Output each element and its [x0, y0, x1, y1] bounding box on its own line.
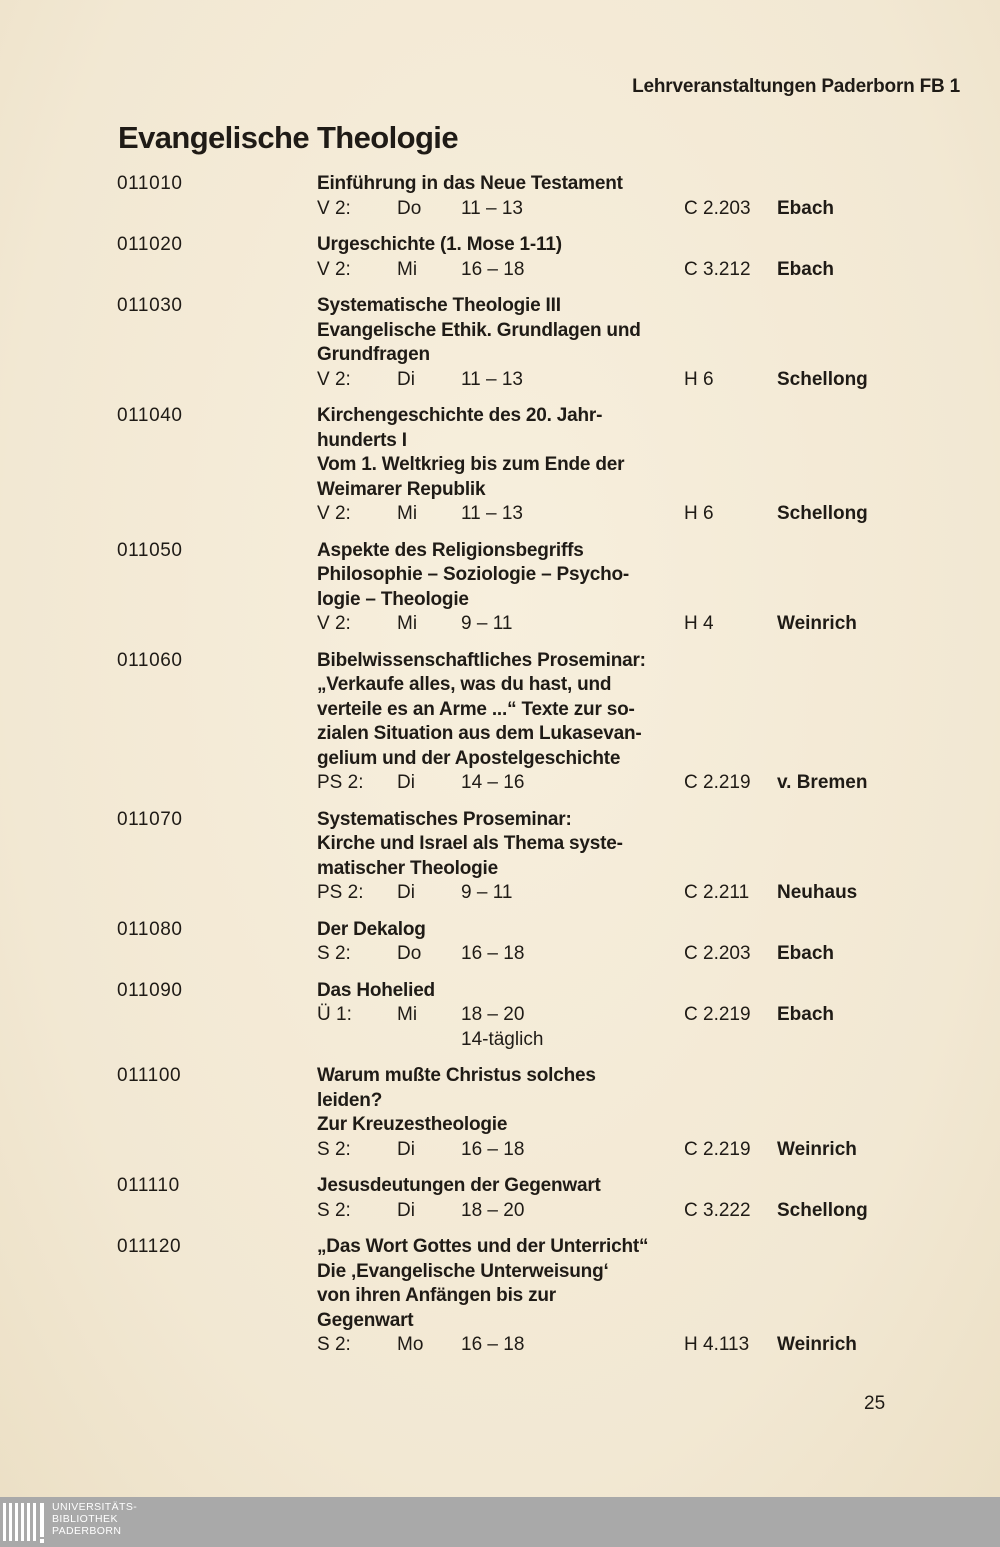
- course-lecturer: Neuhaus: [777, 882, 858, 903]
- course-day: Mi: [397, 503, 418, 524]
- course-schedule: [317, 1138, 917, 1163]
- course-entry: [0, 172, 1000, 221]
- course-title-line: Der Dekalog: [317, 918, 426, 940]
- course-day: Mi: [397, 1004, 418, 1025]
- course-number: 011030: [117, 295, 183, 316]
- course-day: Mi: [397, 258, 418, 280]
- course-details: [317, 1174, 917, 1223]
- course-type: V 2:: [317, 613, 351, 634]
- course-title-line: „Verkaufe alles, was du hast, und: [317, 674, 612, 695]
- course-entry: [0, 233, 1000, 282]
- course-time: 14 – 16: [461, 772, 525, 793]
- course-type: PS 2:: [317, 882, 364, 903]
- course-title-line: leiden?: [317, 1089, 383, 1111]
- course-number: 011120: [117, 1236, 182, 1257]
- course-time: 16 – 18: [461, 1334, 525, 1355]
- course-entry: [0, 808, 1000, 906]
- course-time: 16 – 18: [461, 943, 525, 964]
- course-schedule: [317, 1003, 917, 1028]
- course-title-line: gelium und der Apostelgeschichte: [317, 747, 621, 769]
- course-details: [317, 979, 917, 1053]
- course-title-line: Bibelwissenschaftliches Proseminar:: [317, 649, 646, 671]
- course-schedule: [317, 197, 917, 222]
- course-type: V 2:: [317, 258, 351, 280]
- course-title-line: Vom 1. Weltkrieg bis zum Ende der: [317, 454, 625, 475]
- library-name-line: UNIVERSITÄTS-: [52, 1501, 138, 1513]
- course-details: [317, 294, 917, 392]
- course-type: S 2:: [317, 1199, 351, 1221]
- course-room: C 2.203: [684, 943, 751, 964]
- course-lecturer: Schellong: [777, 368, 868, 390]
- course-entry: [0, 1235, 1000, 1358]
- course-number: 011060: [117, 649, 183, 671]
- course-entry: [0, 404, 1000, 527]
- course-entry: [0, 918, 1000, 967]
- course-title-line: hunderts I: [317, 429, 407, 451]
- course-type: S 2:: [317, 943, 351, 964]
- course-schedule: [317, 771, 917, 796]
- course-title-line: Die ‚Evangelische Unterweisung‘: [317, 1260, 609, 1282]
- course-title-line: Kirchengeschichte des 20. Jahr-: [317, 405, 603, 426]
- course-type: PS 2:: [317, 772, 364, 793]
- course-details: [317, 649, 917, 796]
- course-day: Di: [397, 1199, 415, 1221]
- section-title: Evangelische Theologie: [118, 120, 458, 155]
- course-schedule: [317, 1333, 917, 1358]
- course-time: 11 – 13: [461, 503, 523, 524]
- course-lecturer: Schellong: [777, 503, 868, 524]
- course-schedule: [317, 368, 917, 393]
- course-room: C 3.212: [684, 258, 751, 280]
- course-lecturer: Weinrich: [777, 1138, 857, 1160]
- course-number: 011070: [117, 808, 183, 830]
- course-title-line: zialen Situation aus dem Lukasevan-: [317, 723, 642, 744]
- course-title-line: Evangelische Ethik. Grundlagen und: [317, 319, 641, 341]
- page-number: 25: [864, 1393, 886, 1414]
- course-details: [317, 808, 917, 906]
- course-title-line: Grundfragen: [317, 344, 430, 365]
- course-day: Di: [397, 368, 415, 390]
- course-title-line: Zur Kreuzestheologie: [317, 1114, 508, 1135]
- course-number: 011020: [117, 234, 183, 255]
- library-name: [52, 1501, 137, 1537]
- course-title-line: Warum mußte Christus solches: [317, 1065, 596, 1086]
- course-title-line: Philosophie – Soziologie – Psycho-: [317, 564, 630, 585]
- course-title-line: Urgeschichte (1. Mose 1-11): [317, 234, 562, 255]
- course-entry: [0, 649, 1000, 796]
- course-lecturer: v. Bremen: [777, 772, 868, 793]
- course-day: Di: [397, 772, 415, 793]
- library-name-line: BIBLIOTHEK: [52, 1513, 118, 1525]
- course-room: H 4: [684, 613, 714, 634]
- course-lecturer: Ebach: [777, 197, 835, 219]
- course-number: 011040: [117, 405, 183, 426]
- course-time: 18 – 20: [461, 1004, 525, 1025]
- running-head: Lehrveranstaltungen Paderborn FB 1: [632, 76, 960, 97]
- course-schedule: [317, 1199, 917, 1224]
- course-type: Ü 1:: [317, 1004, 352, 1025]
- course-number: 011050: [117, 539, 183, 561]
- course-room: C 2.219: [684, 1138, 751, 1160]
- course-day: Do: [397, 197, 422, 219]
- course-number: 011080: [117, 918, 183, 940]
- library-footer: [0, 1497, 1000, 1547]
- course-time: 16 – 18: [461, 1138, 525, 1160]
- course-lecturer: Ebach: [777, 258, 835, 280]
- course-lecturer: Weinrich: [777, 613, 857, 634]
- course-details: [317, 918, 917, 967]
- course-title-line: Aspekte des Religionsbegriffs: [317, 539, 584, 561]
- course-lecturer: Ebach: [777, 943, 835, 964]
- course-time: 9 – 11: [461, 613, 513, 634]
- course-entry: [0, 1064, 1000, 1162]
- course-schedule: [317, 942, 917, 967]
- course-title-line: Kirche und Israel als Thema syste-: [317, 833, 623, 854]
- course-title-line: matischer Theologie: [317, 857, 498, 879]
- course-day: Mo: [397, 1334, 424, 1355]
- course-type: S 2:: [317, 1334, 351, 1355]
- course-schedule: [317, 258, 917, 283]
- course-details: [317, 233, 917, 282]
- course-time: 11 – 13: [461, 197, 523, 219]
- course-title-line: verteile es an Arme ...“ Texte zur so-: [317, 698, 635, 720]
- course-schedule: [317, 881, 917, 906]
- course-details: [317, 172, 917, 221]
- course-title-line: Jesusdeutungen der Gegenwart: [317, 1175, 601, 1196]
- course-day: Do: [397, 943, 422, 964]
- course-time: 11 – 13: [461, 368, 523, 390]
- course-room: C 3.222: [684, 1199, 751, 1221]
- course-room: C 2.219: [684, 772, 751, 793]
- course-note: 14-täglich: [461, 1028, 544, 1050]
- course-type: V 2:: [317, 503, 351, 524]
- course-room: C 2.219: [684, 1004, 751, 1025]
- course-schedule: [317, 502, 917, 527]
- course-number: 011110: [117, 1175, 180, 1196]
- course-type: V 2:: [317, 197, 351, 219]
- course-time: 9 – 11: [461, 882, 513, 903]
- course-type: S 2:: [317, 1138, 351, 1160]
- course-title-line: Systematische Theologie III: [317, 295, 561, 316]
- course-lecturer: Schellong: [777, 1199, 868, 1221]
- course-room: C 2.211: [684, 882, 750, 903]
- course-type: V 2:: [317, 368, 351, 390]
- course-number: 011100: [117, 1065, 182, 1086]
- course-lecturer: Ebach: [777, 1004, 835, 1025]
- course-details: [317, 1064, 917, 1162]
- course-room: H 6: [684, 503, 714, 524]
- course-details: [317, 1235, 917, 1358]
- course-entry: [0, 539, 1000, 637]
- course-title-line: von ihren Anfängen bis zur: [317, 1285, 556, 1306]
- course-number: 011010: [117, 173, 183, 194]
- course-entry: [0, 294, 1000, 392]
- course-entry: [0, 979, 1000, 1053]
- course-title-line: Weimarer Republik: [317, 478, 486, 500]
- course-lecturer: Weinrich: [777, 1334, 857, 1355]
- course-time: 18 – 20: [461, 1199, 525, 1221]
- course-details: [317, 404, 917, 527]
- course-list: [0, 172, 1000, 1370]
- course-title-line: Einführung in das Neue Testament: [317, 173, 623, 194]
- library-name-line: PADERBORN: [52, 1525, 122, 1537]
- course-title-line: „Das Wort Gottes und der Unterricht“: [317, 1236, 649, 1257]
- course-room: H 6: [684, 368, 714, 390]
- course-entry: [0, 1174, 1000, 1223]
- course-day: Di: [397, 882, 415, 903]
- course-details: [317, 539, 917, 637]
- course-title-line: Systematisches Proseminar:: [317, 808, 572, 830]
- course-schedule: [317, 612, 917, 637]
- course-day: Mi: [397, 613, 418, 634]
- course-title-line: Gegenwart: [317, 1309, 414, 1331]
- course-time: 16 – 18: [461, 258, 525, 280]
- course-number: 011090: [117, 979, 183, 1001]
- library-logo-icon: [2, 1499, 46, 1545]
- course-title-line: logie – Theologie: [317, 588, 469, 610]
- course-room: H 4.113: [684, 1334, 750, 1355]
- course-title-line: Das Hohelied: [317, 979, 435, 1001]
- course-day: Di: [397, 1138, 415, 1160]
- course-room: C 2.203: [684, 197, 751, 219]
